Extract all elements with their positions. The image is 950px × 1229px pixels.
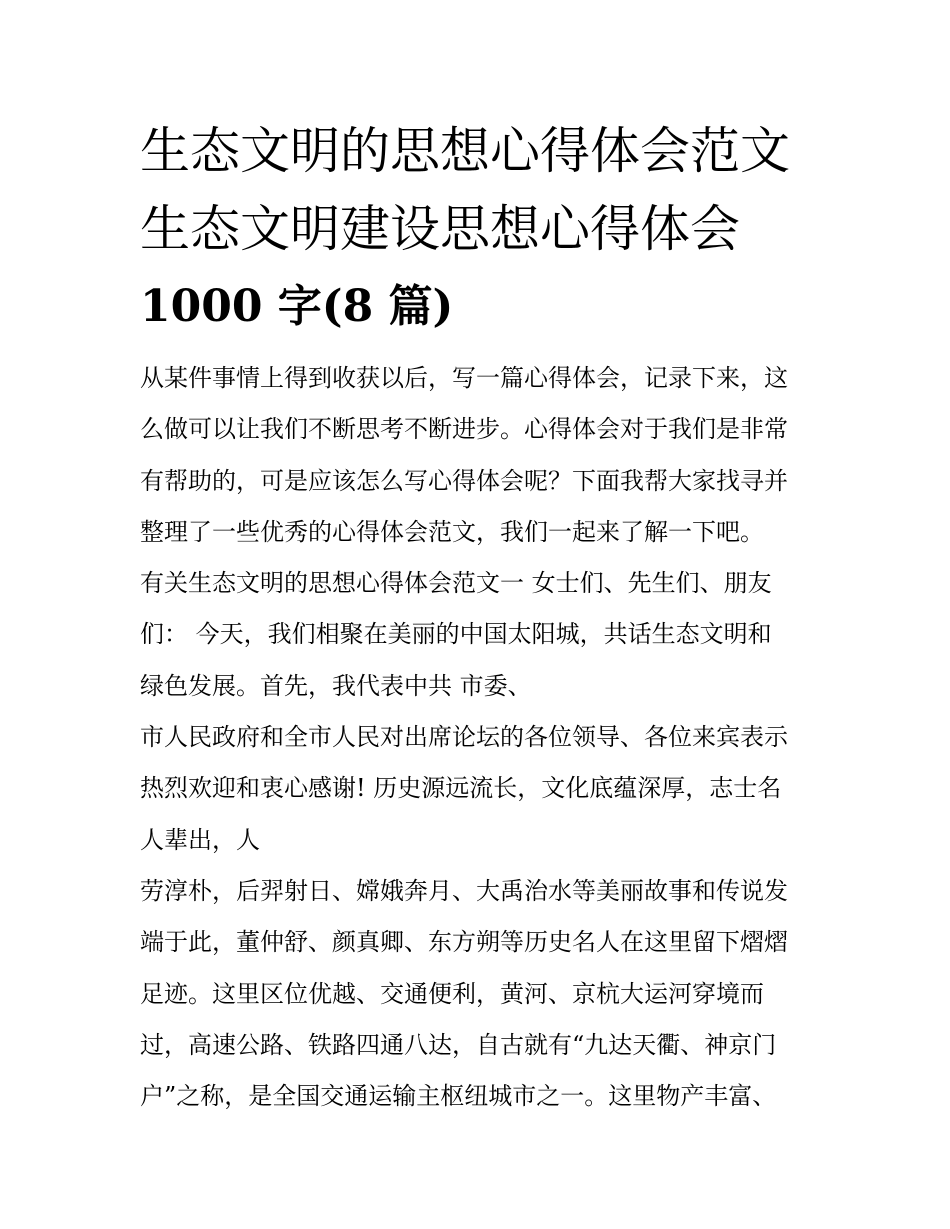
body-line: 从某件事情上得到收获以后，写一篇心得体会，记录下来，这	[140, 364, 788, 392]
body-line: 么做可以让我们不断思考不断进步。心得体会对于我们是非常	[140, 415, 788, 444]
body-line: 有关生态文明的思想心得体会范文一 女士们、先生们、朋友	[140, 569, 772, 598]
title-line: 生态文明的思想心得体会范文	[140, 122, 790, 180]
body-line: 劳淳朴，后羿射日、嫦娥奔月、大禹治水等美丽故事和传说发	[140, 876, 788, 905]
body-line: 端于此，董仲舒、颜真卿、东方朔等历史名人在这里留下熠熠	[140, 928, 788, 957]
document-title	[140, 112, 840, 346]
title-line: 生态文明建设思想心得体会	[140, 200, 740, 258]
body-line: 足迹。这里区位优越、交通便利，黄河、京杭大运河穿境而	[140, 979, 764, 1008]
body-line: 有帮助的，可是应该怎么写心得体会呢？下面我帮大家找寻并	[140, 466, 788, 495]
body-line: 整理了一些优秀的心得体会范文，我们一起来了解一下吧。	[140, 517, 764, 546]
body-line: 热烈欢迎和衷心感谢! 历史源远流长，文化底蕴深厚，志士名	[140, 774, 782, 803]
body-line: 绿色发展。首先，我代表中共 市委、	[140, 671, 532, 700]
body-line: 们： 今天，我们相聚在美丽的中国太阳城，共话生态文明和	[140, 620, 772, 649]
body-line: 人辈出，人	[140, 825, 260, 854]
document-body	[140, 353, 820, 1122]
body-line: 过，高速公路、铁路四通八达，自古就有“九达天衢、神京门	[140, 1030, 777, 1059]
body-line: 市人民政府和全市人民对出席论坛的各位领导、各位来宾表示	[140, 723, 788, 752]
title-line: 1000 字(8 篇)	[140, 281, 454, 332]
body-line: 户”之称，是全国交通运输主枢纽城市之一。这里物产丰富、	[140, 1082, 777, 1111]
